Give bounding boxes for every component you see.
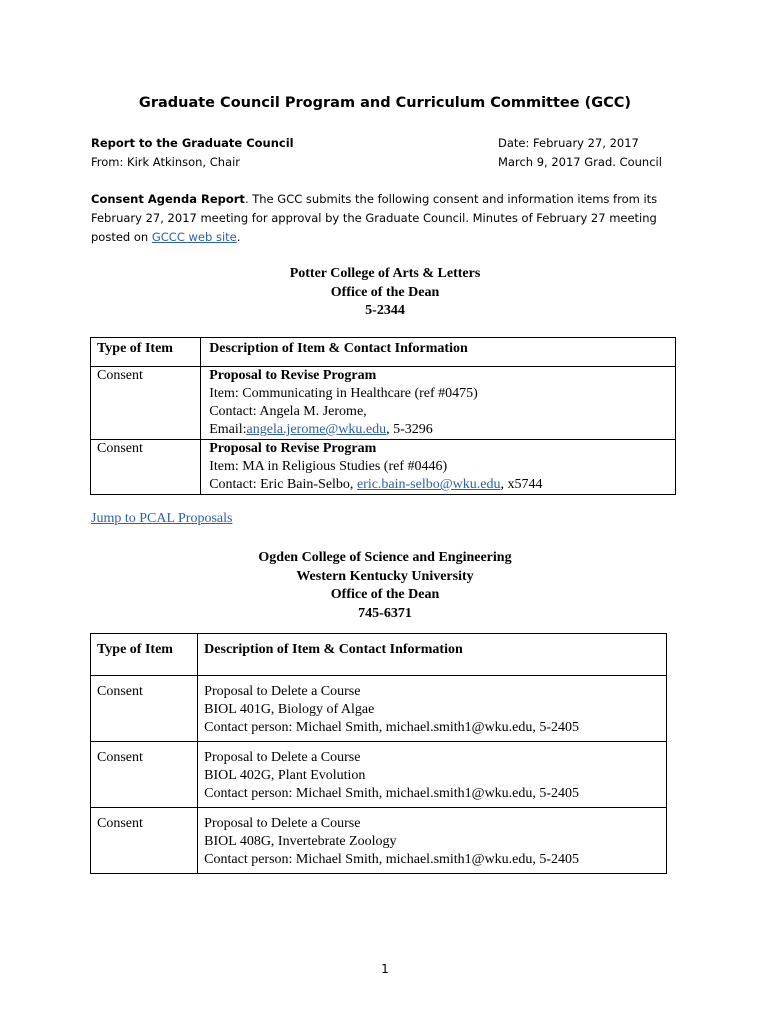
office-phone: 745-6371	[358, 605, 412, 621]
item-contact: Contact: Angela M. Jerome,	[209, 404, 367, 419]
consent-agenda-paragraph	[91, 190, 671, 247]
item-contact: Contact person: Michael Smith, michael.smith1@wku.edu, 5-2405	[204, 720, 580, 735]
item-course: BIOL 401G, Biology of Algae	[204, 702, 375, 717]
consent-agenda-end: .	[236, 230, 241, 244]
item-type-cell: Consent	[91, 808, 198, 874]
office-name: Office of the Dean	[330, 284, 440, 300]
item-course: BIOL 402G, Plant Evolution	[204, 768, 366, 783]
from-line: From: Kirk Atkinson, Chair	[91, 155, 241, 169]
item-contact: Contact person: Michael Smith, michael.smith1@wku.edu, 5-2405	[204, 852, 580, 867]
item-heading: Proposal to Revise Program	[209, 441, 377, 456]
potter-college-heading	[0, 265, 770, 321]
gccc-web-site-link[interactable]: GCCC web site	[151, 230, 237, 244]
office-name: Office of the Dean	[330, 587, 440, 602]
item-type-cell: Consent	[91, 676, 198, 742]
item-description-cell	[198, 808, 667, 874]
report-header-right	[498, 134, 662, 172]
college-name: Potter College of Arts & Letters	[289, 266, 481, 281]
table-row	[91, 367, 676, 440]
item-name: Item: MA in Religious Studies (ref #0446)	[209, 459, 448, 474]
ogden-college-heading	[0, 549, 770, 623]
item-course: BIOL 408G, Invertebrate Zoology	[204, 834, 397, 849]
item-description-cell	[201, 367, 676, 440]
item-type-cell: Consent	[91, 742, 198, 808]
col-description-header: Description of Item & Contact Information	[198, 634, 667, 676]
item-type-cell: Consent	[91, 440, 201, 495]
table-header-row	[91, 338, 676, 367]
table-row	[91, 676, 667, 742]
table-row	[91, 808, 667, 874]
email-link[interactable]: eric.bain-selbo@wku.edu	[356, 477, 501, 492]
item-heading: Proposal to Revise Program	[209, 368, 377, 383]
council-date-line: March 9, 2017 Grad. Council	[498, 155, 662, 169]
item-email-line	[209, 421, 675, 439]
email-prefix: Email:	[209, 422, 247, 437]
potter-items-table	[90, 337, 676, 495]
consent-agenda-text: . The GCC submits the following consent and information items from its February 27, 2017 meeting for approval by the Graduate Council. Minutes of February 27 meeting posted on	[91, 192, 658, 244]
college-name: Ogden College of Science and Engineering	[258, 550, 512, 565]
date-line: Date: February 27, 2017	[498, 136, 639, 150]
office-phone: 5-2344	[365, 303, 405, 318]
item-contact: Contact person: Michael Smith, michael.smith1@wku.edu, 5-2405	[204, 786, 580, 801]
email-suffix: , 5-3296	[386, 422, 433, 437]
report-to-line: Report to the Graduate Council	[91, 136, 294, 150]
table-header-row	[91, 634, 667, 676]
document-title: Graduate Council Program and Curriculum Committee (GCC)	[138, 95, 632, 111]
table-row	[91, 440, 676, 495]
item-description-cell	[198, 742, 667, 808]
report-header-left	[91, 134, 294, 172]
col-type-header: Type of Item	[91, 338, 201, 367]
ogden-items-table	[90, 633, 667, 874]
university-name: Western Kentucky University	[296, 568, 474, 584]
item-action: Proposal to Delete a Course	[204, 816, 361, 831]
item-action: Proposal to Delete a Course	[204, 750, 361, 765]
item-contact-line	[209, 476, 675, 494]
email-suffix: , x5744	[500, 477, 543, 492]
item-description-cell	[201, 440, 676, 495]
table-row	[91, 742, 667, 808]
col-type-header: Type of Item	[91, 634, 198, 676]
jump-to-pcal-link[interactable]: Jump to PCAL Proposals	[91, 511, 233, 526]
contact-prefix: Contact: Eric Bain-Selbo,	[209, 477, 357, 492]
item-description-cell	[198, 676, 667, 742]
item-name: Item: Communicating in Healthcare (ref #0475)	[209, 386, 478, 401]
col-description-header: Description of Item & Contact Information	[201, 338, 676, 367]
consent-agenda-label: Consent Agenda Report	[91, 192, 245, 206]
item-type-cell: Consent	[91, 367, 201, 440]
item-action: Proposal to Delete a Course	[204, 684, 361, 699]
page-number: 1	[381, 962, 389, 976]
email-link[interactable]: angela.jerome@wku.edu	[246, 422, 387, 437]
